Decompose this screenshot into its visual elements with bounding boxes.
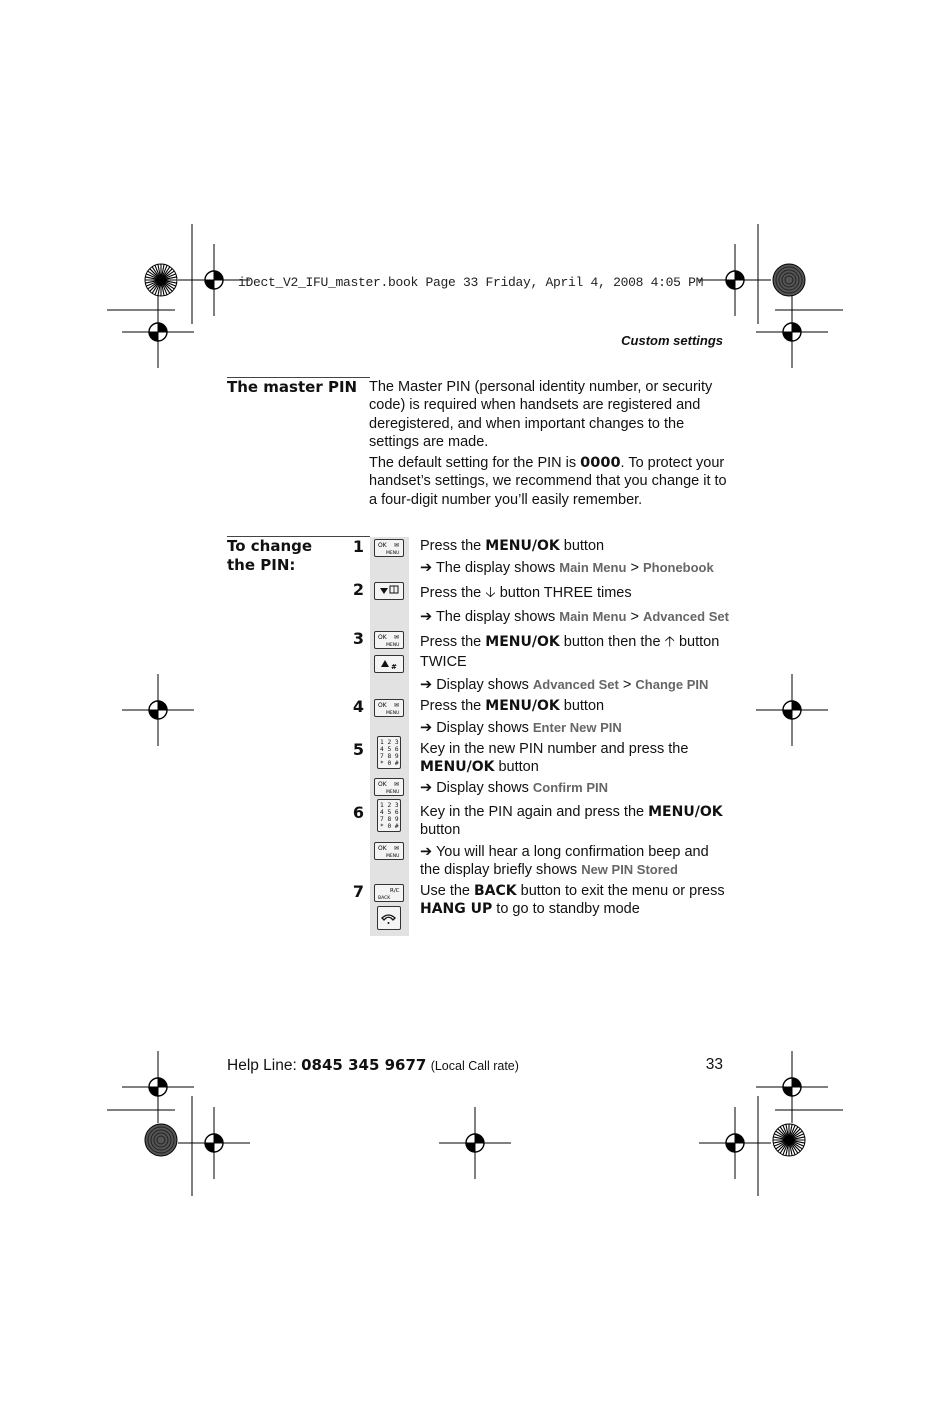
svg-text:MENU: MENU bbox=[386, 643, 400, 648]
hang-up-key-icon bbox=[377, 906, 401, 930]
svg-text:MENU: MENU bbox=[386, 854, 400, 859]
step-5-instruction: Key in the new PIN number and press the bbox=[420, 741, 689, 757]
svg-text:✉: ✉ bbox=[394, 542, 400, 549]
keypad-icon bbox=[377, 736, 401, 769]
svg-text:✉: ✉ bbox=[394, 634, 400, 641]
step-6-result-cont: the display briefly shows New PIN Stored bbox=[420, 862, 678, 878]
svg-text:* 0 #: * 0 # bbox=[380, 760, 399, 767]
step-number: 4 bbox=[352, 697, 364, 716]
master-pin-paragraph-1: The Master PIN (personal identity number, or security code) is required when handsets are registered and deregistered, and when important changes to the settings are made. bbox=[369, 379, 713, 450]
menu-ok-key-icon bbox=[374, 631, 404, 649]
svg-text:✉: ✉ bbox=[394, 781, 400, 788]
keypad-icon bbox=[377, 799, 401, 832]
running-title: Custom settings bbox=[621, 333, 723, 348]
back-key-icon bbox=[374, 884, 404, 902]
step-5-instruction-cont: MENU/OK button bbox=[420, 759, 539, 775]
svg-text:✉: ✉ bbox=[394, 702, 400, 709]
svg-text:OK: OK bbox=[378, 634, 387, 641]
svg-text:#: # bbox=[391, 663, 397, 671]
step-6-instruction: Key in the PIN again and press the MENU/OK bbox=[420, 804, 723, 820]
down-arrow-icon: 🡣 bbox=[485, 585, 496, 601]
file-info-header: iDect_V2_IFU_master.book Page 33 Friday, April 4, 2008 4:05 PM bbox=[238, 275, 704, 290]
step-number: 1 bbox=[352, 537, 364, 556]
step-1-result: ➔ The display shows Main Menu > Phonebook bbox=[420, 560, 714, 576]
svg-text:4 5 6: 4 5 6 bbox=[380, 746, 399, 753]
svg-text:BACK: BACK bbox=[378, 896, 391, 901]
step-2-instruction: Press the 🡣 button THREE times bbox=[420, 585, 632, 601]
menu-ok-key-icon bbox=[374, 842, 404, 860]
step-7-instruction-cont: HANG UP to go to standby mode bbox=[420, 901, 640, 917]
svg-text:MENU: MENU bbox=[386, 790, 400, 795]
svg-text:4 5 6: 4 5 6 bbox=[380, 809, 399, 816]
step-3-result: ➔ Display shows Advanced Set > Change PIN bbox=[420, 677, 709, 693]
svg-text:1 2 3: 1 2 3 bbox=[380, 802, 399, 809]
step-2-result: ➔ The display shows Main Menu > Advanced Set bbox=[420, 609, 729, 625]
svg-text:OK: OK bbox=[378, 702, 387, 709]
svg-text:* 0 #: * 0 # bbox=[380, 823, 399, 830]
svg-text:7 8 9: 7 8 9 bbox=[380, 753, 399, 760]
step-5-result: ➔ Display shows Confirm PIN bbox=[420, 780, 609, 796]
svg-text:R/C: R/C bbox=[390, 888, 400, 894]
page-number: 33 bbox=[705, 1056, 723, 1073]
step-4-result: ➔ Display shows Enter New PIN bbox=[420, 720, 622, 736]
menu-ok-key-icon bbox=[374, 699, 404, 717]
step-1-instruction: Press the MENU/OK button bbox=[420, 538, 605, 554]
step-6-result: ➔ You will hear a long confirmation beep and bbox=[420, 844, 709, 860]
up-arrow-icon: 🡡 bbox=[664, 634, 675, 650]
step-7-instruction: Use the BACK button to exit the menu or press bbox=[420, 883, 725, 899]
svg-text:OK: OK bbox=[378, 781, 387, 788]
up-key-icon bbox=[374, 655, 404, 673]
step-4-instruction: Press the MENU/OK button bbox=[420, 698, 605, 714]
step-number: 7 bbox=[352, 882, 364, 901]
section-title-change-pin: To change the PIN: bbox=[227, 537, 313, 574]
step-3-instruction: Press the MENU/OK button then the 🡡 button bbox=[420, 634, 720, 650]
svg-text:1 2 3: 1 2 3 bbox=[380, 739, 399, 746]
menu-ok-key-icon bbox=[374, 539, 404, 557]
svg-text:OK: OK bbox=[378, 845, 387, 852]
step-number: 2 bbox=[352, 580, 364, 599]
svg-text:OK: OK bbox=[378, 542, 387, 549]
step-3-instruction-cont: TWICE bbox=[420, 654, 467, 670]
section-title-master-pin: The master PIN bbox=[227, 378, 358, 396]
help-line-footer: Help Line: 0845 345 9677 (Local Call rate) bbox=[227, 1056, 519, 1074]
step-number: 5 bbox=[352, 740, 364, 759]
step-number: 6 bbox=[352, 803, 364, 822]
step-number: 3 bbox=[352, 629, 364, 648]
menu-ok-key-icon bbox=[374, 778, 404, 796]
svg-text:MENU: MENU bbox=[386, 711, 400, 716]
svg-text:✉: ✉ bbox=[394, 845, 400, 852]
svg-text:MENU: MENU bbox=[386, 551, 400, 556]
svg-text:7 8 9: 7 8 9 bbox=[380, 816, 399, 823]
master-pin-paragraph-2: The default setting for the PIN is 0000. To protect your handset’s settings, we recommend that you change it to a four-digit number you’ll easily remember. bbox=[369, 455, 727, 508]
down-phonebook-key-icon bbox=[374, 582, 404, 600]
step-6-instruction-cont: button bbox=[420, 822, 461, 838]
